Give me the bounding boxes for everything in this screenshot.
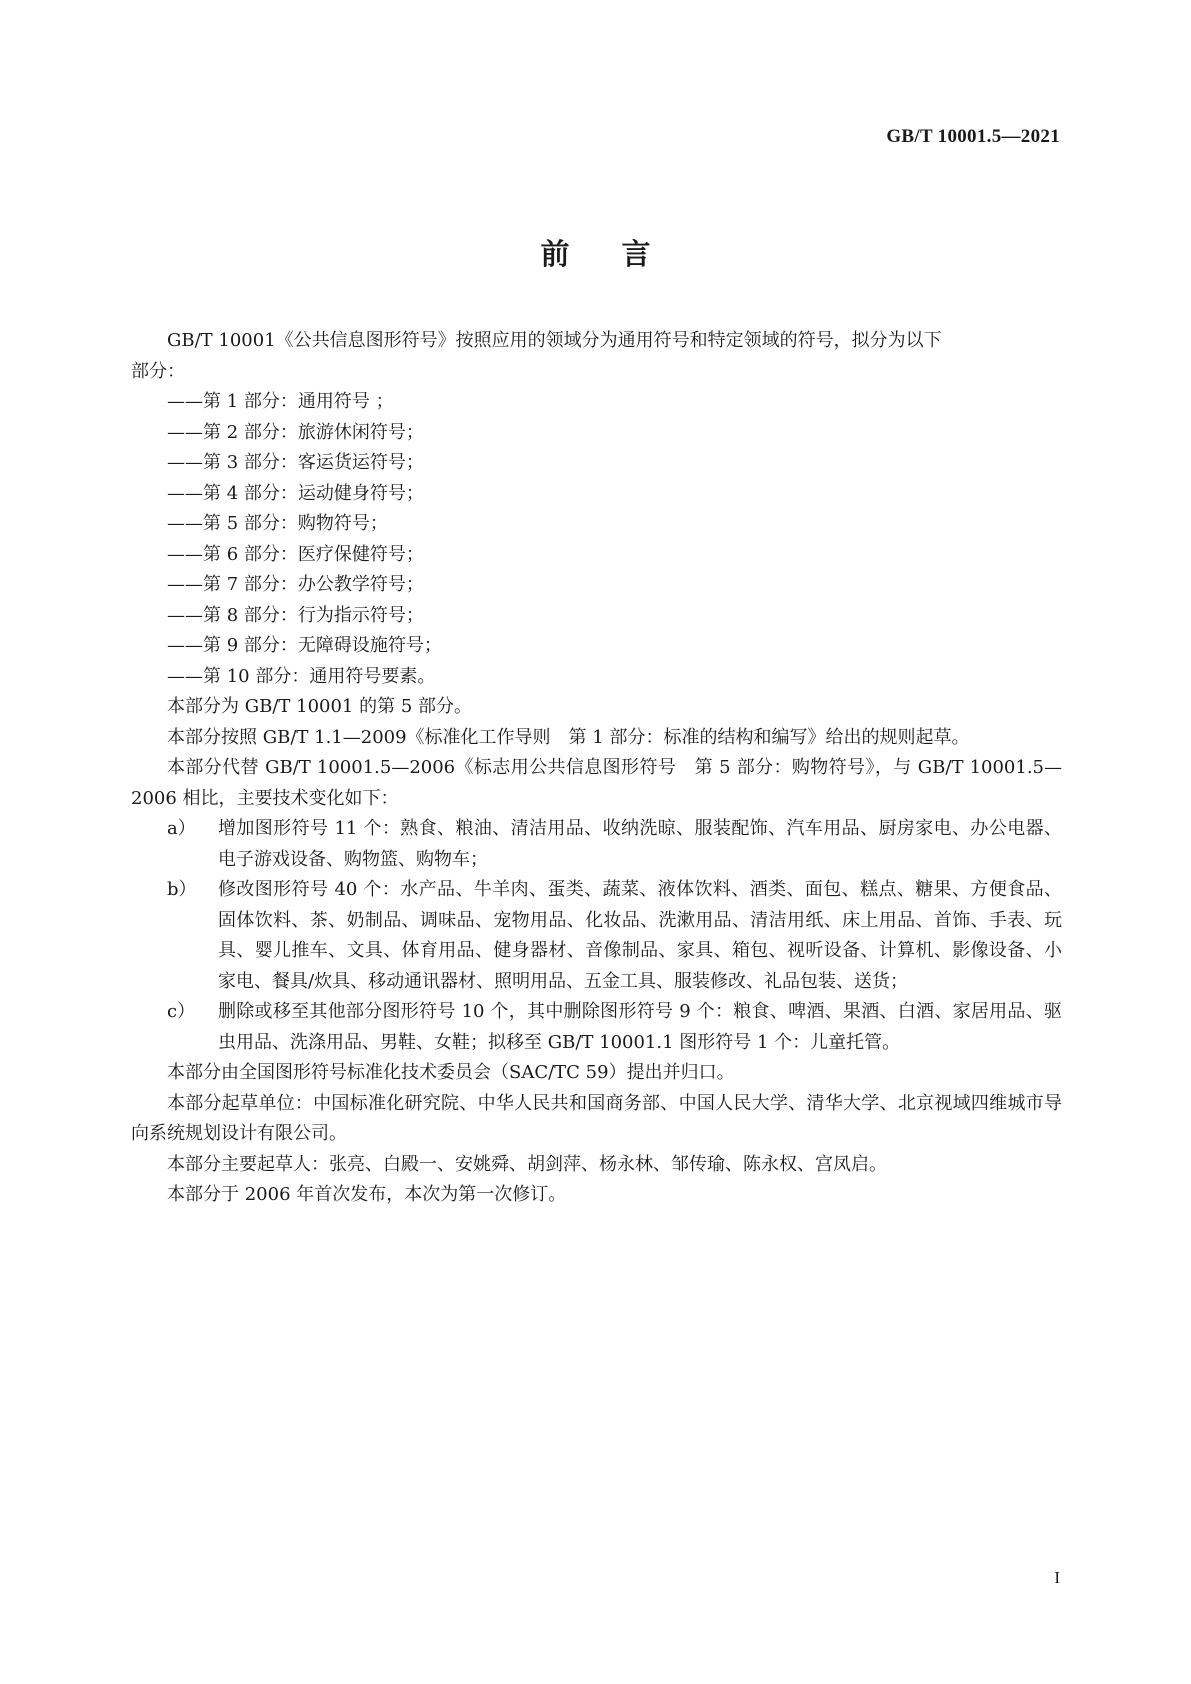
change-marker: b） — [167, 879, 197, 900]
intro-line-1: GB/T 10001《公共信息图形符号》按照应用的领域分为通用符号和特定领域的符号，拟分为以下 — [167, 330, 942, 351]
paragraph-replaces: 本部分代替 GB/T 10001.5—2006《标志用公共信息图形符号 第 5 部分：购物符号》，与 GB/T 10001.5—2006 相比，主要技术变化如下： — [131, 757, 1062, 809]
part-item-2: ——第 2 部分：旅游休闲符号； — [167, 421, 424, 443]
paragraph-drafters: 本部分主要起草人：张亮、白殿一、安姚舜、胡剑萍、杨永林、邹传瑜、陈永权、宫凤启。 — [167, 1153, 887, 1175]
part-item-3: ——第 3 部分：客运货运符号； — [167, 452, 424, 473]
change-item-a — [131, 814, 1062, 875]
part-item-4: ——第 4 部分：运动健身符号； — [167, 482, 424, 504]
change-text: 修改图形符号 40 个：水产品、牛羊肉、蛋类、蔬菜、液体饮料、酒类、面包、糕点、糖果、方便食品、固体饮料、茶、奶制品、调味品、宠物用品、化妆品、洗漱用品、清洁用纸、床上用品、首饰、手表、玩具、婴儿推车、文具、体育用品、健身器材、音像制品、家具、箱包、视听设备、计算机、影像设备、小家电、餐具/炊具、移动通讯器材、照明用品、五金工具、服装修改、礼品包装、送货； — [218, 879, 1062, 992]
paragraph-drafting-rules: 本部分按照 GB/T 1.1—2009《标准化工作导则 第 1 部分：标准的结构和编写》给出的规则起草。 — [167, 726, 970, 748]
part-item-9: ——第 9 部分：无障碍设施符号； — [167, 635, 442, 656]
change-item-b — [131, 875, 1062, 997]
part-item-1: ——第 1 部分：通用符号 ； — [167, 391, 394, 412]
paragraph-history: 本部分于 2006 年首次发布，本次为第一次修订。 — [167, 1184, 567, 1205]
part-item-5: ——第 5 部分：购物符号； — [167, 513, 388, 534]
standard-code: GB/T 10001.5—2021 — [886, 126, 1060, 147]
change-item-c — [131, 997, 1062, 1058]
paragraph-drafting-units: 本部分起草单位：中国标准化研究院、中华人民共和国商务部、中国人民大学、清华大学、北京视域四维城市导向系统规划设计有限公司。 — [131, 1092, 1062, 1144]
part-item-10: ——第 10 部分：通用符号要素。 — [167, 665, 436, 687]
paragraph-committee: 本部分由全国图形符号标准化技术委员会（SAC/TC 59）提出并归口。 — [167, 1062, 735, 1083]
part-item-6: ——第 6 部分：医疗保健符号； — [167, 543, 424, 565]
change-text: 删除或移至其他部分图形符号 10 个，其中删除图形符号 9 个：粮食、啤酒、果酒、白酒、家居用品、驱虫用品、洗涤用品、男鞋、女鞋；拟移至 GB/T 10001.1 图形符号 1 个：儿童托管。 — [218, 1001, 1062, 1053]
page-title: 前言 — [540, 237, 703, 271]
part-item-7: ——第 7 部分：办公教学符号； — [167, 574, 424, 595]
page-number: I — [1054, 1568, 1060, 1587]
part-item-8: ——第 8 部分：行为指示符号； — [167, 604, 424, 626]
change-text: 增加图形符号 11 个：熟食、粮油、清洁用品、收纳洗晾、服装配饰、汽车用品、厨房家电、办公电器、电子游戏设备、购物篮、购物车； — [218, 818, 1062, 870]
foreword-body — [131, 326, 1062, 1211]
change-marker: c） — [167, 1001, 196, 1022]
paragraph-part-of: 本部分为 GB/T 10001 的第 5 部分。 — [167, 696, 472, 717]
intro-line-2: 部分： — [131, 360, 185, 382]
change-marker: a） — [167, 818, 196, 839]
